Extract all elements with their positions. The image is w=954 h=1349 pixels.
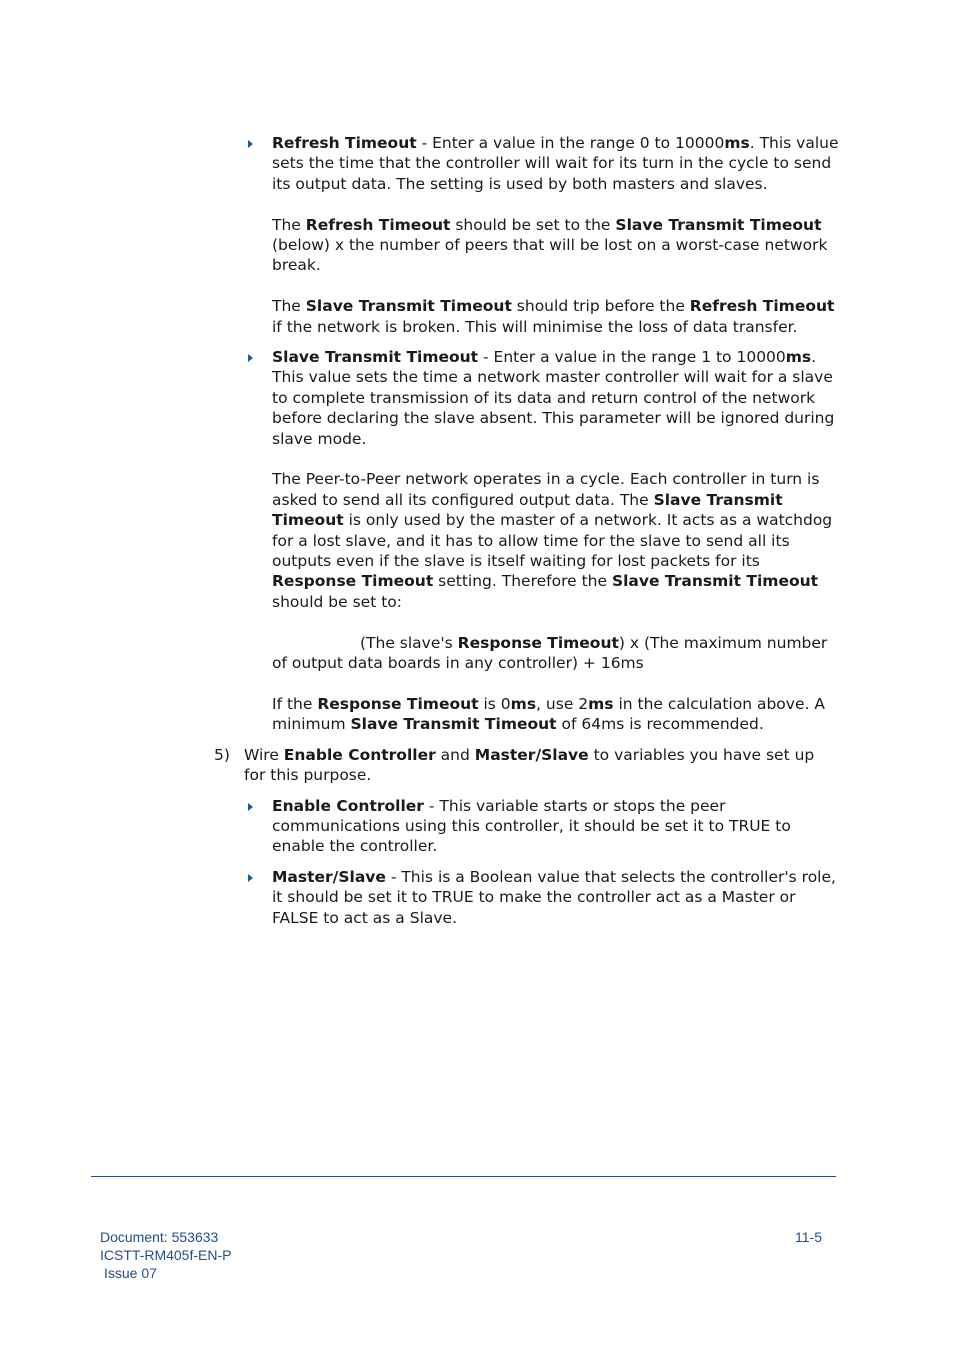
page-number: 11-5 (795, 1229, 822, 1245)
footer-document-info (100, 1228, 231, 1282)
step-number: 5) (214, 745, 230, 764)
bullet-arrow-icon (248, 140, 253, 148)
bullet-arrow-icon (248, 803, 253, 811)
response-timeout-note: If the Response Timeout is 0ms, use 2ms in the calculation above. A minimum Slave Transmit Timeout of 64ms is recommended. (272, 694, 825, 734)
step-5 (214, 745, 840, 786)
page-content (214, 133, 840, 928)
bullet-refresh-timeout (244, 133, 840, 337)
peer-network-explanation: The Peer-to-Peer network operates in a cycle. Each controller in turn is asked to send all its configured output data. The Slave Transmit Timeout is only used by the master of a network. It acts as a watchdog for a lost slave, and it has to allow time for the slave to send all its outputs even if the slave is itself waiting for lost packets for its Response Timeout setting. Therefore the Slave Transmit Timeout should be set to: (272, 470, 833, 611)
document-issue: Issue 07 (104, 1265, 157, 1281)
enable-controller-desc: Enable Controller - This variable starts or stops the peer communications using this controller, it should be set it to TRUE to enable the controller. (272, 796, 791, 856)
document-code: ICSTT-RM405f-EN-P (100, 1247, 232, 1263)
bullet-enable-controller (244, 796, 840, 857)
timeout-formula: (The slave's Response Timeout) x (The maximum number of output data boards in any controller) + 16ms (272, 633, 828, 673)
footer-divider (91, 1176, 836, 1177)
master-slave-desc: Master/Slave - This is a Boolean value that selects the controller's role, it should be set it to TRUE to make the controller act as a Master or FALSE to act as a Slave. (272, 867, 836, 927)
bullet-master-slave (244, 867, 840, 928)
bullet-arrow-icon (248, 874, 253, 882)
bullet-arrow-icon (248, 354, 253, 362)
refresh-timeout-desc: Refresh Timeout - Enter a value in the range 0 to 10000ms. This value sets the time that the controller will wait for its turn in the cycle to send its output data. The setting is used by both masters and slaves. (272, 134, 839, 193)
slave-transmit-timeout-desc: Slave Transmit Timeout - Enter a value in the range 1 to 10000ms. This value sets the time a network master controller will wait for a slave to complete transmission of its data and return control of the network before declaring the slave absent. This parameter will be ignored during slave mode. (272, 348, 835, 448)
document-number: Document: 553633 (100, 1229, 219, 1245)
bullet-slave-transmit-timeout (244, 347, 840, 735)
step-5-text: Wire Enable Controller and Master/Slave to variables you have set up for this purpose. (244, 745, 815, 785)
refresh-timeout-note: The Slave Transmit Timeout should trip before the Refresh Timeout if the network is broken. This will minimise the loss of data transfer. (272, 297, 835, 336)
refresh-timeout-setting: The Refresh Timeout should be set to the Slave Transmit Timeout (below) x the number of peers that will be lost on a worst-case network break. (272, 215, 828, 275)
